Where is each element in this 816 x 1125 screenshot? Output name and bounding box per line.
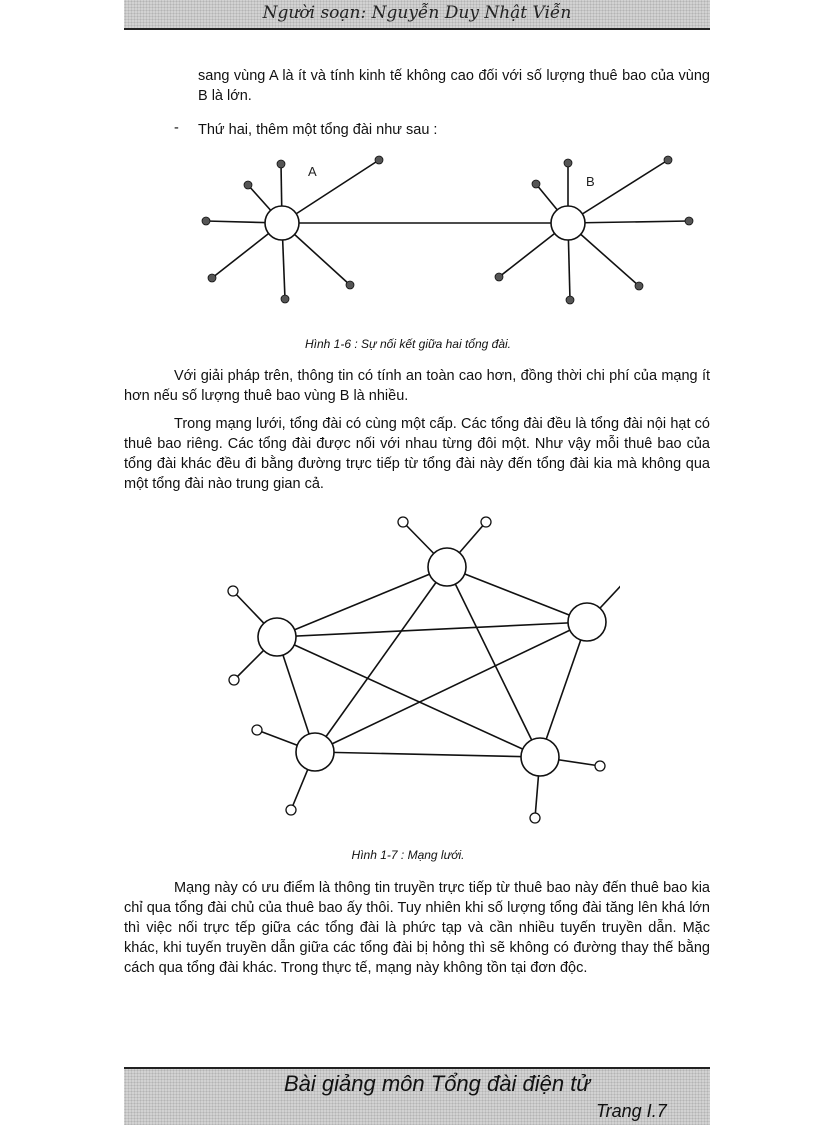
paragraph-solution: Với giải pháp trên, thông tin có tính an toàn cao hơn, đồng thời chi phí của mạng ít hơn nếu số lượng thuê bao vùng B là nhiều. <box>124 368 710 404</box>
figure-6-caption: Hình 1-6 : Sự nối kết giữa hai tổng đài. <box>305 337 511 351</box>
mesh-subscriber-lines <box>233 522 620 818</box>
figure-7-caption: Hình 1-7 : Mạng lưới. <box>351 848 465 862</box>
mesh-subscribers <box>228 517 620 823</box>
exchange-a-label: A <box>308 164 317 179</box>
figure-two-exchanges <box>190 150 710 310</box>
header-author: Người soạn: Nguyễn Duy Nhật Viễn <box>262 3 572 23</box>
mesh-links <box>277 567 587 757</box>
exchange-b-label: B <box>586 174 595 189</box>
paragraph-mesh-intro: Trong mạng lưới, tổng đài có cùng một cấp. Các tổng đài đều là tổng đài nội hạt có thuê bao riêng. Các tổng đài được nối với nhau từng đôi một. Như vậy mỗi thuê bao của tổng đài khác đều đi bằng đường trực tiếp từ tổng đài này đến tổng đài kia mà không qua một tổng đài nào trung gian cả. <box>124 416 710 492</box>
paragraph-continuation: sang vùng A là ít và tính kinh tế không cao đối với số lượng thuê bao của vùng B là lớn. <box>198 68 710 104</box>
footer-course-title: Bài giảng môn Tổng đài điện tử <box>284 1071 591 1096</box>
bullet-dash: - <box>174 120 179 136</box>
footer-band <box>124 1067 710 1125</box>
exchange-b-node <box>551 206 585 240</box>
paragraph-bullet: Thứ hai, thêm một tổng đài như sau : <box>198 122 438 138</box>
header-band <box>124 0 710 30</box>
figure-mesh-network <box>220 510 620 830</box>
exchange-a-node <box>265 206 299 240</box>
footer-page-number: Trang I.7 <box>596 1101 667 1121</box>
paragraph-mesh-pros-cons: Mạng này có ưu điểm là thông tin truyền trực tiếp từ thuê bao này đến thuê bao kia chỉ qua tổng đài chủ của thuê bao ấy thôi. Tuy nhiên khi số lượng tổng đài tăng lên khá lớn thì việc nối trực tếp giữa các tổng đài là phức tạp và cần nhiều tuyến truyền dẫn. Mặc khác, khi tuyến truyền dẫn giữa các tổng đài bị hỏng thì sẽ không có đường thay thế bằng cách qua tổng đài khác. Trong thực tế, mạng này không tồn tại đơn độc. <box>124 880 710 976</box>
mesh-exchange-nodes <box>258 548 606 776</box>
